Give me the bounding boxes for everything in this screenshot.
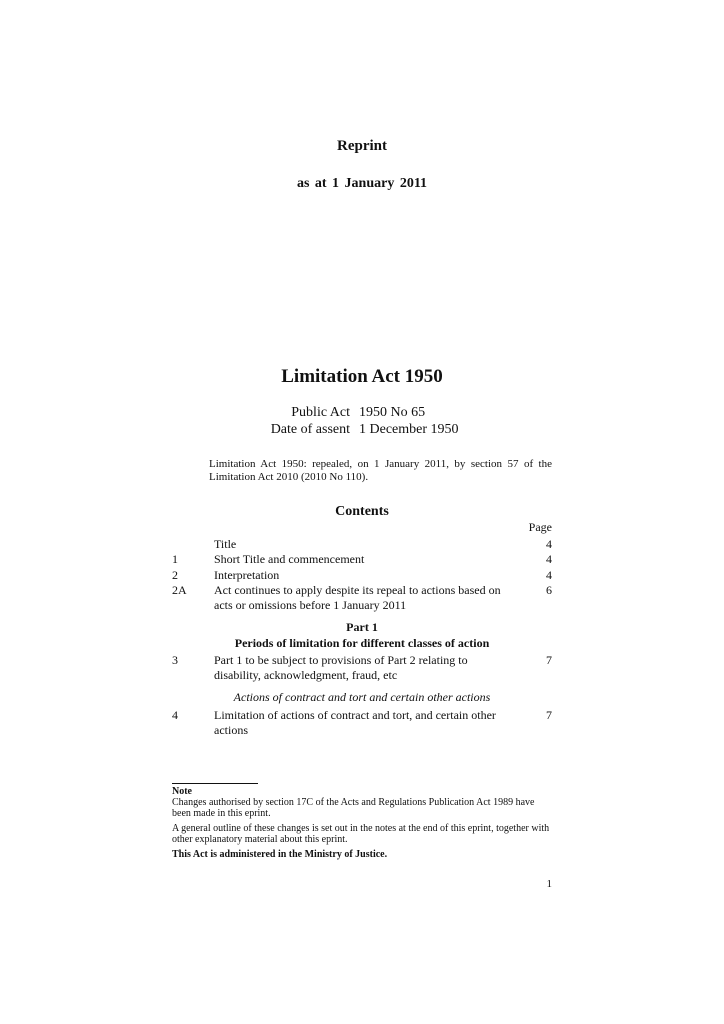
toc-text: Limitation of actions of contract and tort, and certain other actions — [214, 708, 496, 737]
meta-label: Date of assent — [270, 422, 350, 437]
meta-value: 1950 No 65 — [359, 405, 426, 420]
toc-number: 2 — [172, 568, 178, 582]
toc-page: 4 — [546, 537, 552, 551]
part-1-label: Part 1 — [346, 620, 378, 634]
contract-tort-subheading: Actions of contract and tort and certain other actions — [233, 690, 491, 704]
note-title: Note — [172, 786, 192, 797]
toc-text: Act continues to apply despite its repeal to actions based on acts or omissions before 1 January 2011 — [214, 583, 501, 612]
toc-number: 2A — [172, 583, 187, 597]
toc-page: 6 — [546, 583, 552, 597]
toc-text: Short Title and commencement — [214, 552, 365, 566]
toc-number: 1 — [172, 552, 178, 566]
footnote-divider — [172, 783, 258, 784]
meta-row-public-act — [240, 404, 500, 421]
repeal-note: Limitation Act 1950: repealed, on 1 January 2011, by section 57 of the Limitation Act 2010 (2010 No 110). — [209, 458, 552, 483]
part-1-title: Periods of limitation for different classes of action — [234, 636, 490, 650]
page-column-label: Page — [528, 520, 552, 534]
toc-number: 3 — [172, 653, 178, 667]
note-paragraph-administered: This Act is administered in the Ministry of Justice. — [172, 849, 388, 860]
contents-heading: Contents — [335, 504, 389, 519]
toc-page: 7 — [546, 653, 552, 667]
meta-row-date-of-assent — [240, 421, 500, 438]
act-title: Limitation Act 1950 — [281, 366, 443, 387]
toc-page: 4 — [546, 568, 552, 582]
toc-page: 4 — [546, 552, 552, 566]
note-paragraph-changes: Changes authorised by section 17C of the Acts and Regulations Publication Act 1989 have been made in this eprint. — [172, 797, 535, 819]
note-paragraph-outline: A general outline of these changes is set out in the notes at the end of this eprint, together with other explanatory material about this eprint. — [172, 823, 550, 845]
toc-text: Title — [214, 537, 237, 551]
reprint-heading: Reprint — [337, 138, 387, 154]
page-number: 1 — [546, 878, 552, 890]
toc-number: 4 — [172, 708, 178, 722]
meta-value: 1 December 1950 — [359, 422, 459, 437]
toc-text: Part 1 to be subject to provisions of Part 2 relating to disability, acknowledgment, fraud, etc — [214, 653, 468, 682]
toc-text: Interpretation — [214, 568, 280, 582]
toc-page: 7 — [546, 708, 552, 722]
meta-label: Public Act — [291, 405, 350, 420]
reprint-date: as at 1 January 2011 — [296, 176, 428, 191]
act-metadata — [240, 404, 500, 438]
